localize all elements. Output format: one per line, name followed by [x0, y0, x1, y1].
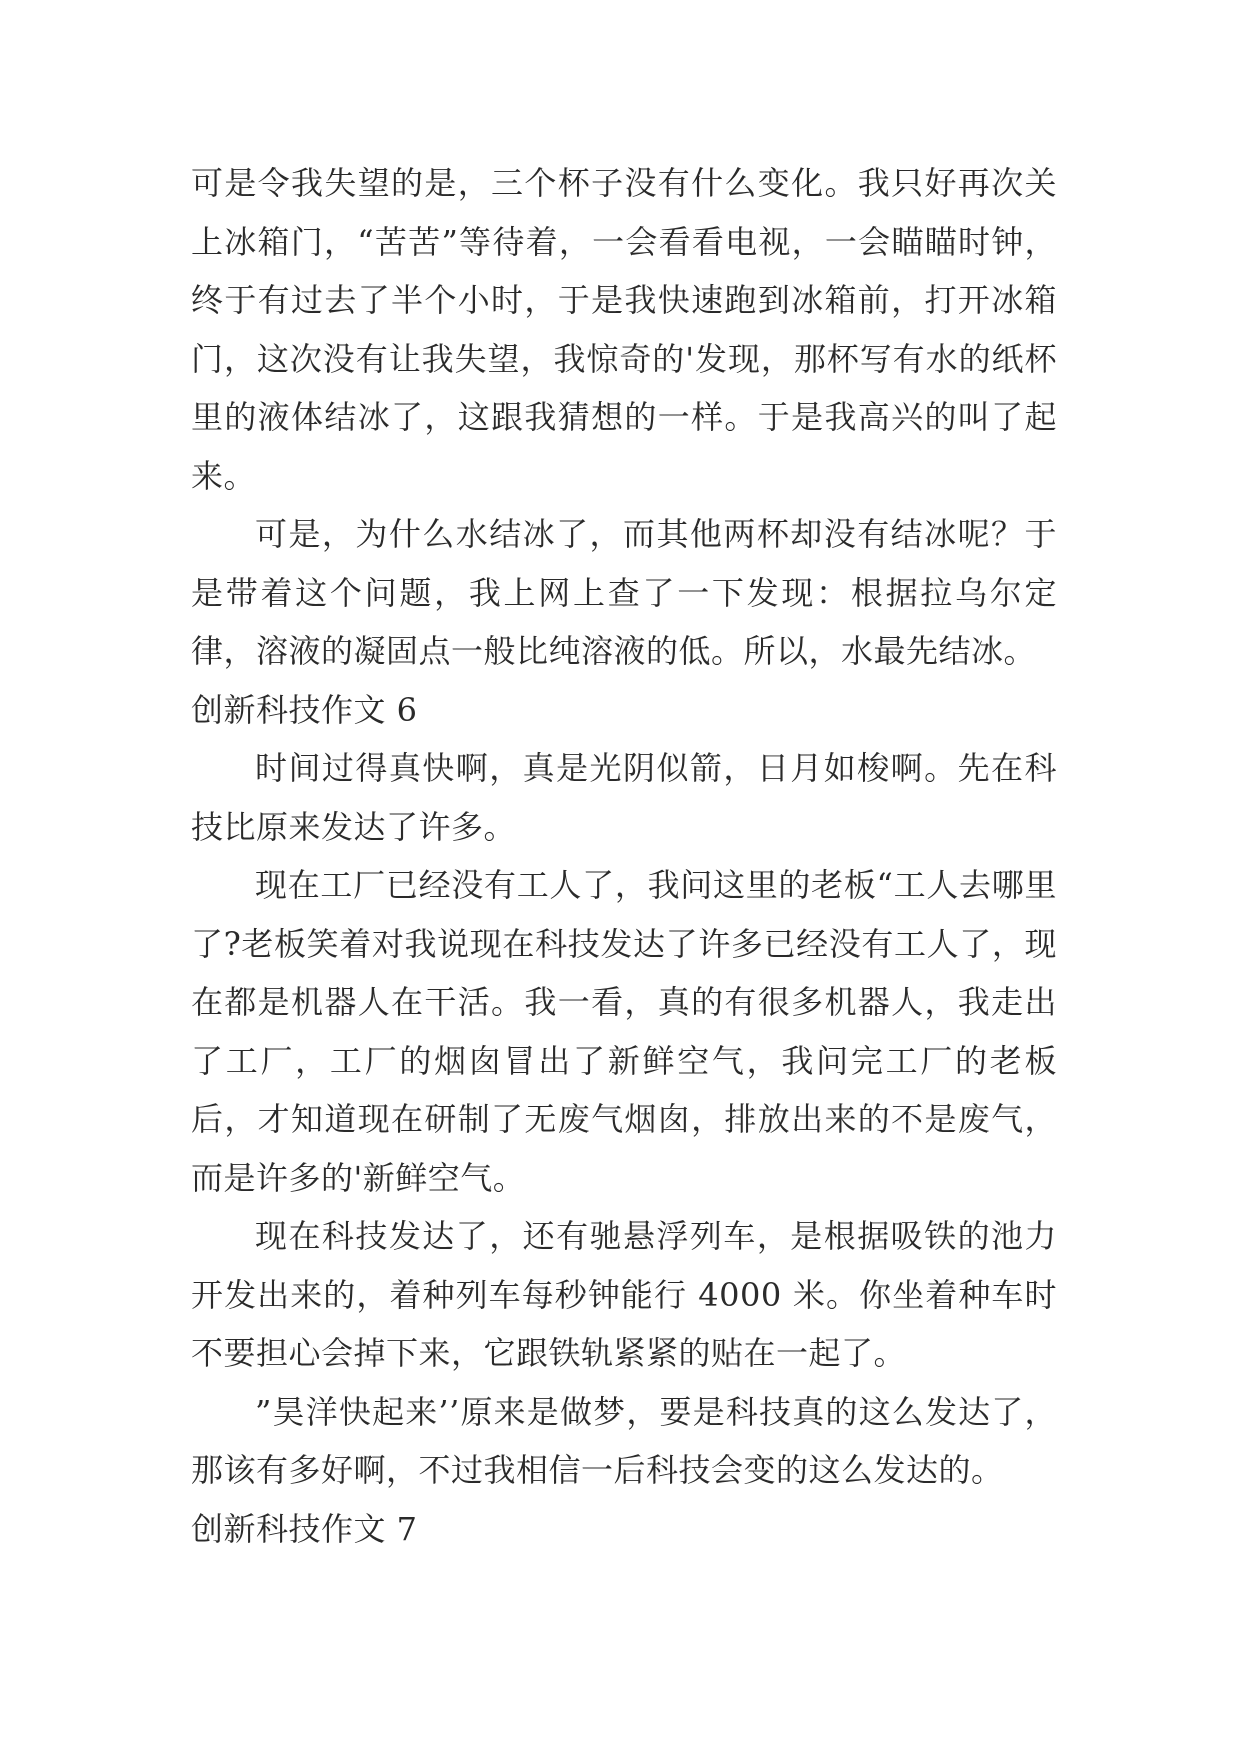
document-body	[191, 154, 1057, 1558]
paragraph-maglev-train: 现在科技发达了，还有驰悬浮列车，是根据吸铁的池力开发出来的，着种列车每秒钟能行 4000 米。你坐着种车时不要担心会掉下来，它跟铁轨紧紧的贴在一起了。	[191, 1217, 1057, 1372]
paragraph-fridge-result: 可是令我失望的是，三个杯子没有什么变化。我只好再次关上冰箱门，“苦苦”等待着，一会看看电视，一会瞄瞄时钟，终于有过去了半个小时，于是我快速跑到冰箱前，打开冰箱门，这次没有让我失望，我惊奇的'发现，那杯写有水的纸杯里的液体结冰了，这跟我猜想的一样。于是我高兴的叫了起来。	[191, 164, 1057, 495]
paragraph-time-passes: 时间过得真快啊，真是光阴似箭，日月如梭啊。先在科技比原来发达了许多。	[191, 749, 1057, 846]
paragraph-dream-ending: ”昊洋快起来’’原来是做梦，要是科技真的这么发达了，那该有多好啊，不过我相信一后科技会变的这么发达的。	[191, 1392, 1057, 1489]
essay-heading-7: 创新科技作文 7	[191, 1509, 418, 1548]
paragraph-freezing-explanation: 可是，为什么水结冰了，而其他两杯却没有结冰呢？于是带着这个问题，我上网上查了一下发现：根据拉乌尔定律，溶液的凝固点一般比纯溶液的低。所以，水最先结冰。	[191, 515, 1057, 670]
paragraph-factory-robots: 现在工厂已经没有工人了，我问这里的老板“工人去哪里了?老板笑着对我说现在科技发达了许多已经没有工人了，现在都是机器人在干活。我一看，真的有很多机器人，我走出了工厂，工厂的烟囱冒出了新鲜空气，我问完工厂的老板后，才知道现在研制了无废气烟囱，排放出来的不是废气，而是许多的'新鲜空气。	[191, 866, 1057, 1197]
essay-heading-6: 创新科技作文 6	[191, 690, 418, 729]
